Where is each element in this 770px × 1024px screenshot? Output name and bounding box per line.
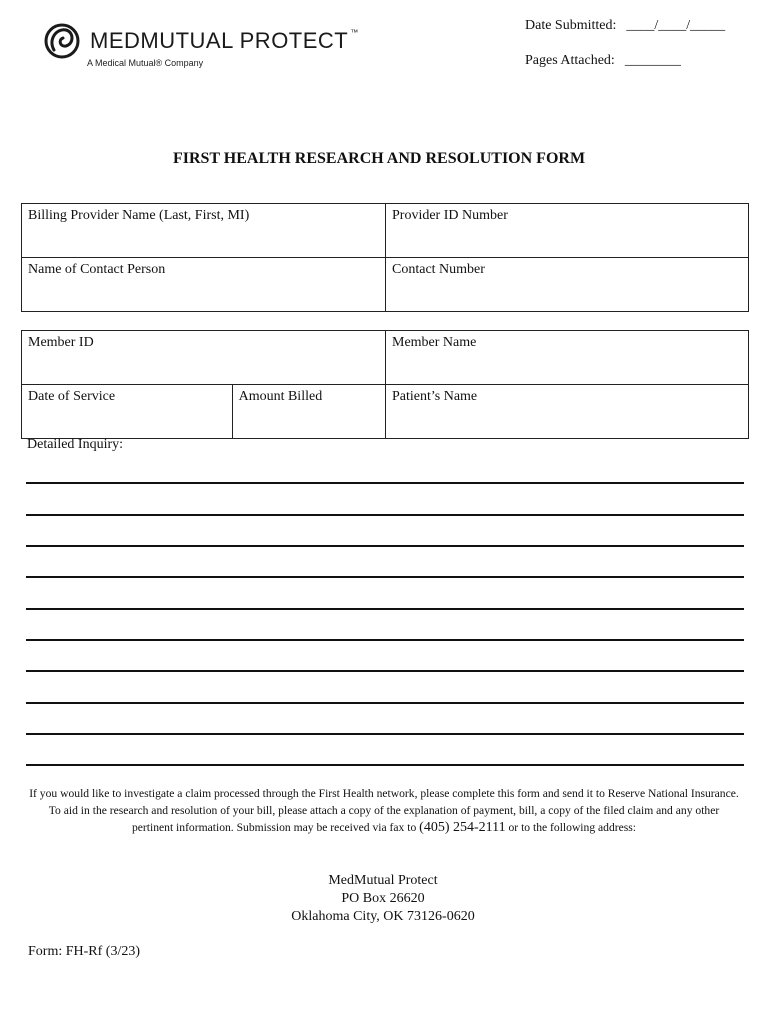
inquiry-line[interactable] (26, 702, 744, 704)
detailed-inquiry-label: Detailed Inquiry: (27, 437, 124, 452)
address-line-2: PO Box 26620 (341, 891, 425, 906)
inquiry-line[interactable] (26, 545, 744, 547)
logo-tagline: A Medical Mutual® Company (87, 58, 204, 68)
notice-text-after: or to the following address: (505, 821, 637, 834)
patient-name-label: Patient’s Name (392, 389, 478, 404)
member-name-field[interactable] (386, 331, 749, 385)
inquiry-line[interactable] (26, 764, 744, 766)
provider-id-label: Provider ID Number (392, 208, 508, 223)
inquiry-line[interactable] (26, 639, 744, 641)
inquiry-line[interactable] (26, 733, 744, 735)
medmutual-swirl-logo-icon (42, 20, 86, 64)
contact-person-label: Name of Contact Person (28, 262, 166, 277)
member-id-label: Member ID (28, 335, 94, 350)
notice-text-before: If you would like to investigate a claim processed through the First Health network, please complete this form and send it to Reserve National Insurance. To aid in the research and resolution of your bill, please attach a copy of the explanation of payment, bill, a copy of the filed claim and any other pertinent information. Submission may be received via fax to (29, 787, 739, 834)
contact-person-field[interactable] (22, 258, 386, 312)
billing-provider-field[interactable] (22, 204, 386, 258)
date-submitted-row (525, 18, 725, 34)
company-logo (42, 20, 362, 72)
address-line-1: MedMutual Protect (328, 873, 438, 888)
member-table (21, 330, 749, 439)
provider-table (21, 203, 749, 312)
member-name-label: Member Name (392, 335, 477, 350)
mailing-address (0, 872, 766, 926)
date-submitted-label: Date Submitted: (525, 18, 617, 33)
inquiry-line[interactable] (26, 608, 744, 610)
date-submitted-field[interactable]: ____/____/_____ (626, 18, 726, 33)
contact-number-field[interactable] (386, 258, 749, 312)
patient-name-field[interactable] (386, 385, 749, 439)
pages-attached-label: Pages Attached: (525, 53, 615, 68)
inquiry-line[interactable] (26, 670, 744, 672)
pages-attached-row (525, 53, 681, 69)
form-number: Form: FH-Rf (3/23) (28, 944, 140, 959)
inquiry-line[interactable] (26, 482, 744, 484)
inquiry-line[interactable] (26, 514, 744, 516)
address-line-3: Oklahoma City, OK 73126-0620 (291, 909, 475, 924)
contact-number-label: Contact Number (392, 262, 485, 277)
provider-id-field[interactable] (386, 204, 749, 258)
pages-attached-field[interactable]: ________ (624, 53, 681, 68)
instructions-paragraph (28, 785, 740, 836)
trademark-symbol: ™ (350, 28, 359, 37)
member-id-field[interactable] (22, 331, 386, 385)
billing-provider-label: Billing Provider Name (Last, First, MI) (28, 208, 250, 223)
amount-billed-label: Amount Billed (238, 389, 323, 404)
amount-billed-field[interactable] (232, 385, 385, 439)
date-of-service-field[interactable] (22, 385, 233, 439)
logo-wordmark: MEDMUTUAL PROTECT ™ (90, 28, 359, 53)
fax-number: (405) 254-2111 (419, 820, 506, 835)
form-title: FIRST HEALTH RESEARCH AND RESOLUTION FORM (172, 150, 586, 167)
date-of-service-label: Date of Service (28, 389, 116, 404)
inquiry-line[interactable] (26, 576, 744, 578)
